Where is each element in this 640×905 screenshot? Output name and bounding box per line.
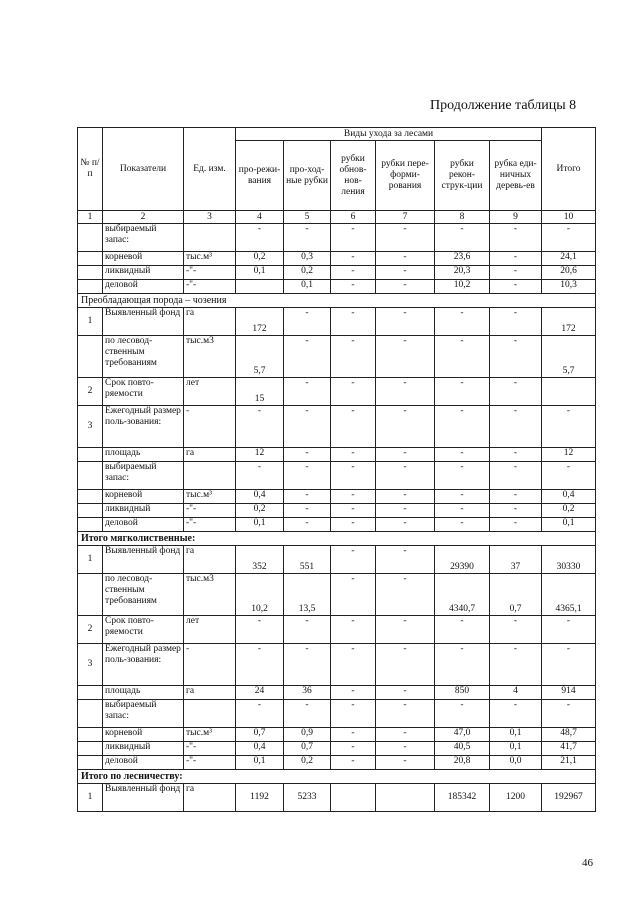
row-value: 0,4 — [542, 490, 596, 504]
row-value: 0,1 — [284, 280, 331, 294]
page-number: 46 — [582, 857, 593, 869]
row-value: - — [376, 266, 435, 280]
row-value: - — [284, 224, 331, 252]
row-value: - — [331, 644, 376, 686]
row-number — [78, 462, 103, 490]
row-value: 0,2 — [236, 252, 284, 266]
row-value — [236, 280, 284, 294]
row-number — [78, 686, 103, 700]
row-value: - — [284, 616, 331, 644]
row-value: - — [331, 728, 376, 742]
row-number — [78, 700, 103, 728]
row-value: 36 — [284, 686, 331, 700]
row-value: - — [435, 504, 490, 518]
table-row — [78, 280, 596, 294]
table-row — [78, 378, 596, 406]
row-number — [78, 266, 103, 280]
row-value: 30330 — [542, 546, 596, 574]
row-unit: га — [184, 686, 236, 700]
row-value: - — [376, 686, 435, 700]
row-value: - — [376, 224, 435, 252]
column-number: 7 — [376, 211, 435, 224]
row-value: - — [490, 308, 542, 336]
row-number — [78, 728, 103, 742]
row-value: - — [542, 616, 596, 644]
row-value: - — [331, 616, 376, 644]
row-value: - — [490, 224, 542, 252]
row-value: 0,7 — [236, 728, 284, 742]
row-number — [78, 574, 103, 616]
row-unit: тыс.м³ — [184, 252, 236, 266]
row-value: - — [435, 644, 490, 686]
row-label: выбираемый запас: — [103, 700, 184, 728]
header-single-tree-cut: рубка еди-ничных деревь-ев — [490, 141, 542, 211]
row-label: по лесовод-ственным требованиям — [103, 336, 184, 378]
table-row — [78, 518, 596, 532]
row-value: - — [435, 700, 490, 728]
row-label: Срок повто-ряемости — [103, 378, 184, 406]
header-renewal-cuts: рубки обнов-нов-ления — [331, 141, 376, 211]
row-value: 0,4 — [236, 490, 284, 504]
row-value: 12 — [236, 448, 284, 462]
row-unit: тыс.м3 — [184, 336, 236, 378]
row-value: - — [376, 644, 435, 686]
row-value: - — [236, 616, 284, 644]
header-total: Итого — [542, 128, 596, 211]
section-row — [78, 532, 596, 546]
table-row — [78, 308, 596, 336]
row-value: - — [331, 546, 376, 574]
column-number: 6 — [331, 211, 376, 224]
row-label: площадь — [103, 686, 184, 700]
row-unit: -"- — [184, 280, 236, 294]
column-number: 9 — [490, 211, 542, 224]
table-row — [78, 686, 596, 700]
row-value: - — [284, 406, 331, 448]
table-row — [78, 266, 596, 280]
row-unit: тыс.м³ — [184, 490, 236, 504]
table-row — [78, 406, 596, 448]
row-value: 0,2 — [236, 504, 284, 518]
row-number: 2 — [78, 378, 103, 406]
row-value: - — [435, 490, 490, 504]
row-unit — [184, 462, 236, 490]
header-passing-cuts: про-ход-ные рубки — [284, 141, 331, 211]
table-row — [78, 546, 596, 574]
column-number-row — [78, 211, 596, 224]
row-value: - — [542, 224, 596, 252]
row-unit: -"- — [184, 266, 236, 280]
row-value: - — [331, 504, 376, 518]
row-unit — [184, 700, 236, 728]
header-no: № п/п — [78, 128, 103, 211]
row-value: 20,3 — [435, 266, 490, 280]
row-value: 0,1 — [542, 518, 596, 532]
row-label: деловой — [103, 756, 184, 770]
row-value: 47,0 — [435, 728, 490, 742]
row-label: Ежегодный размер поль-зования: — [103, 406, 184, 448]
row-value: 4365,1 — [542, 574, 596, 616]
row-value: 13,5 — [284, 574, 331, 616]
row-value: - — [331, 518, 376, 532]
row-value: - — [542, 644, 596, 686]
row-value: 0,1 — [236, 266, 284, 280]
row-label: Выявленный фонд — [103, 546, 184, 574]
row-number: 1 — [78, 784, 103, 812]
row-value: - — [236, 644, 284, 686]
row-unit: -"- — [184, 518, 236, 532]
row-value: 914 — [542, 686, 596, 700]
row-number — [78, 756, 103, 770]
row-unit: га — [184, 784, 236, 812]
row-value: - — [490, 490, 542, 504]
row-value: 20,8 — [435, 756, 490, 770]
row-value: - — [490, 616, 542, 644]
row-value: 24 — [236, 686, 284, 700]
table-row — [78, 756, 596, 770]
row-value: - — [284, 518, 331, 532]
row-value: - — [331, 308, 376, 336]
row-unit — [184, 224, 236, 252]
row-label: Выявленный фонд — [103, 308, 184, 336]
row-value: - — [490, 266, 542, 280]
row-label: деловой — [103, 280, 184, 294]
column-number: 1 — [78, 211, 103, 224]
row-label: Срок повто-ряемости — [103, 616, 184, 644]
header-care-types: Виды ухода за лесами — [236, 128, 542, 141]
row-value: - — [284, 700, 331, 728]
row-value: - — [490, 504, 542, 518]
column-number: 5 — [284, 211, 331, 224]
table-row — [78, 728, 596, 742]
row-value: - — [284, 462, 331, 490]
row-value: 15 — [236, 378, 284, 406]
row-label: по лесовод-ственным требованиям — [103, 574, 184, 616]
row-value: 850 — [435, 686, 490, 700]
row-value: 10,2 — [236, 574, 284, 616]
row-value: - — [284, 308, 331, 336]
table-row — [78, 742, 596, 756]
row-value: - — [435, 616, 490, 644]
row-value: 0,3 — [284, 252, 331, 266]
row-value: - — [435, 448, 490, 462]
row-value: - — [376, 336, 435, 378]
row-value: - — [542, 700, 596, 728]
section-title: Итого мягколиственные: — [78, 532, 596, 546]
row-label: выбираемый запас: — [103, 224, 184, 252]
row-number — [78, 280, 103, 294]
row-label: ликвидный — [103, 742, 184, 756]
table-row — [78, 784, 596, 812]
table-row — [78, 224, 596, 252]
row-label: ликвидный — [103, 266, 184, 280]
row-value: - — [331, 686, 376, 700]
row-value: 172 — [236, 308, 284, 336]
row-value: 551 — [284, 546, 331, 574]
row-value: 0,7 — [490, 574, 542, 616]
row-unit: тыс.м3 — [184, 574, 236, 616]
row-value: 1200 — [490, 784, 542, 812]
row-value: - — [435, 224, 490, 252]
row-value: - — [490, 280, 542, 294]
row-value: - — [331, 490, 376, 504]
row-value: 0,2 — [284, 756, 331, 770]
row-label: корневой — [103, 252, 184, 266]
row-unit: - — [184, 644, 236, 686]
row-value: - — [376, 504, 435, 518]
row-unit: - — [184, 406, 236, 448]
row-value: 40,5 — [435, 742, 490, 756]
row-value: 5233 — [284, 784, 331, 812]
row-value: - — [490, 252, 542, 266]
row-value: - — [490, 700, 542, 728]
forest-care-table — [77, 127, 596, 812]
table-row — [78, 252, 596, 266]
row-value: - — [331, 266, 376, 280]
row-value: - — [331, 742, 376, 756]
row-label: корневой — [103, 490, 184, 504]
row-value: - — [284, 378, 331, 406]
row-number — [78, 336, 103, 378]
row-unit: лет — [184, 616, 236, 644]
row-value: 185342 — [435, 784, 490, 812]
row-value: - — [435, 406, 490, 448]
row-value: - — [435, 462, 490, 490]
row-value: 10,2 — [435, 280, 490, 294]
table-row — [78, 616, 596, 644]
row-value: - — [236, 462, 284, 490]
row-value: 48,7 — [542, 728, 596, 742]
section-row — [78, 294, 596, 308]
row-number: 1 — [78, 546, 103, 574]
row-value: 0,0 — [490, 756, 542, 770]
row-number — [78, 224, 103, 252]
row-value: - — [376, 728, 435, 742]
header-thinning: про-режи-вания — [236, 141, 284, 211]
row-number — [78, 742, 103, 756]
header-unit: Ед. изм. — [184, 128, 236, 211]
row-label: корневой — [103, 728, 184, 742]
row-value: - — [435, 518, 490, 532]
row-value: - — [376, 700, 435, 728]
row-value: - — [376, 462, 435, 490]
row-value: - — [331, 224, 376, 252]
table-row — [78, 574, 596, 616]
row-value: 20,6 — [542, 266, 596, 280]
row-value: - — [435, 336, 490, 378]
row-value: - — [376, 616, 435, 644]
row-value: 12 — [542, 448, 596, 462]
row-value: 4 — [490, 686, 542, 700]
row-value: 21,1 — [542, 756, 596, 770]
table-row — [78, 504, 596, 518]
header-indicators: Показатели — [103, 128, 184, 211]
row-value: - — [331, 448, 376, 462]
row-value: - — [376, 756, 435, 770]
row-unit: тыс.м³ — [184, 728, 236, 742]
row-value — [376, 784, 435, 812]
row-value: - — [490, 378, 542, 406]
row-value: - — [331, 462, 376, 490]
column-number: 10 — [542, 211, 596, 224]
row-unit: лет — [184, 378, 236, 406]
row-value: - — [331, 574, 376, 616]
row-value: 24,1 — [542, 252, 596, 266]
row-unit: -"- — [184, 756, 236, 770]
row-value: - — [331, 700, 376, 728]
row-value: - — [490, 518, 542, 532]
row-value: - — [376, 280, 435, 294]
row-value: - — [284, 490, 331, 504]
row-label: Ежегодный размер поль-зования: — [103, 644, 184, 686]
row-value: - — [376, 518, 435, 532]
column-number: 8 — [435, 211, 490, 224]
table-row — [78, 462, 596, 490]
row-number — [78, 448, 103, 462]
column-number: 3 — [184, 211, 236, 224]
row-value: 0,2 — [542, 504, 596, 518]
row-value: - — [284, 504, 331, 518]
header-reformation-cuts: рубки пере-форми-рования — [376, 141, 435, 211]
column-number: 4 — [236, 211, 284, 224]
section-title: Преобладающая порода – чозения — [78, 294, 596, 308]
row-value: 10,3 — [542, 280, 596, 294]
row-value: 172 — [542, 308, 596, 336]
row-value: - — [284, 336, 331, 378]
row-number: 3 — [78, 644, 103, 686]
row-value: - — [331, 378, 376, 406]
row-value: - — [376, 308, 435, 336]
row-value: - — [376, 252, 435, 266]
row-value: 0,1 — [236, 756, 284, 770]
row-value: 352 — [236, 546, 284, 574]
section-row — [78, 770, 596, 784]
row-value: 0,2 — [284, 266, 331, 280]
row-number — [78, 490, 103, 504]
row-value — [542, 378, 596, 406]
row-value: 0,1 — [490, 728, 542, 742]
row-value: - — [236, 406, 284, 448]
row-value: 5,7 — [542, 336, 596, 378]
row-value: - — [284, 644, 331, 686]
column-number: 2 — [103, 211, 184, 224]
row-value: - — [284, 448, 331, 462]
row-value: - — [376, 378, 435, 406]
row-value: 29390 — [435, 546, 490, 574]
row-value: - — [331, 336, 376, 378]
table-body — [78, 128, 596, 812]
row-unit: га — [184, 448, 236, 462]
row-value: 23,6 — [435, 252, 490, 266]
table-row — [78, 490, 596, 504]
row-value: - — [490, 448, 542, 462]
row-label: площадь — [103, 448, 184, 462]
row-value: 0,4 — [236, 742, 284, 756]
table-row — [78, 644, 596, 686]
header-reconstruction-cuts: рубки рекон-струк-ции — [435, 141, 490, 211]
row-number — [78, 504, 103, 518]
row-value: - — [435, 378, 490, 406]
row-value: - — [376, 574, 435, 616]
row-value: - — [542, 406, 596, 448]
row-value — [331, 784, 376, 812]
table-caption: Продолжение таблицы 8 — [430, 98, 577, 113]
row-value: - — [331, 756, 376, 770]
row-value: - — [376, 406, 435, 448]
table-row — [78, 336, 596, 378]
row-value: 0,9 — [284, 728, 331, 742]
header-row-top — [78, 128, 596, 141]
row-label: ликвидный — [103, 504, 184, 518]
row-label: деловой — [103, 518, 184, 532]
row-value: 0,1 — [236, 518, 284, 532]
section-title: Итого по лесничеству: — [78, 770, 596, 784]
row-value: 4340,7 — [435, 574, 490, 616]
row-value: 37 — [490, 546, 542, 574]
row-number: 2 — [78, 616, 103, 644]
row-value: - — [542, 462, 596, 490]
row-unit: -"- — [184, 504, 236, 518]
row-value: - — [490, 336, 542, 378]
row-number — [78, 518, 103, 532]
row-value: - — [331, 406, 376, 448]
row-value: - — [435, 308, 490, 336]
row-unit: га — [184, 546, 236, 574]
table-row — [78, 448, 596, 462]
row-value: - — [376, 448, 435, 462]
row-label: выбираемый запас: — [103, 462, 184, 490]
row-value: 192967 — [542, 784, 596, 812]
row-value: - — [490, 462, 542, 490]
row-label: Выявленный фонд — [103, 784, 184, 812]
row-value: 1192 — [236, 784, 284, 812]
row-number: 3 — [78, 406, 103, 448]
row-value: - — [376, 490, 435, 504]
row-value: - — [331, 280, 376, 294]
row-value: 0,1 — [490, 742, 542, 756]
row-value: - — [236, 700, 284, 728]
row-number: 1 — [78, 308, 103, 336]
row-value: - — [376, 546, 435, 574]
row-unit: -"- — [184, 742, 236, 756]
row-unit: га — [184, 308, 236, 336]
row-value: - — [331, 252, 376, 266]
table-row — [78, 700, 596, 728]
row-value: 0,7 — [284, 742, 331, 756]
row-value: - — [376, 742, 435, 756]
row-number — [78, 252, 103, 266]
row-value: - — [236, 224, 284, 252]
row-value: - — [490, 406, 542, 448]
row-value: 41,7 — [542, 742, 596, 756]
row-value: 5,7 — [236, 336, 284, 378]
row-value: - — [490, 644, 542, 686]
